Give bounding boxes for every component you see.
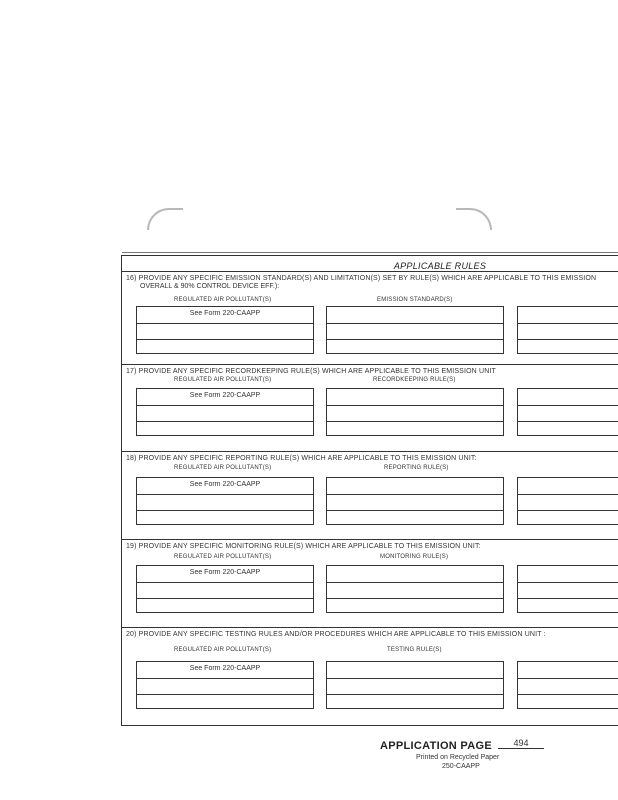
col-header-pollutant: REGULATED AIR POLLUTANT(S) [174,465,272,471]
pollutant-entry-box[interactable] [136,565,314,613]
col-header-rule: RECORDKEEPING RULE(S) [373,377,456,383]
col-header-rule: TESTING RULE(S) [387,647,442,653]
extra-entry-box[interactable] [517,661,618,709]
rule-entry-box[interactable] [326,661,504,709]
extra-entry-box[interactable] [517,565,618,613]
question-18: 18) PROVIDE ANY SPECIFIC REPORTING RULE(S) WHICH ARE APPLICABLE TO THIS EMISSION UNIT: [126,455,477,462]
section-title: APPLICABLE RULES [393,261,487,271]
rule-entry-box[interactable] [326,477,504,525]
application-page-label: APPLICATION PAGE [380,740,492,752]
pollutant-entry: See Form 220-CAAPP [189,310,261,317]
extra-entry-box[interactable] [517,477,618,525]
question-16: 16) PROVIDE ANY SPECIFIC EMISSION STANDARD(S) AND LIMITATION(S) SET BY RULE(S) WHICH ARE APPLICABLE TO THIS EMISSION [126,275,597,282]
question-17: 17) PROVIDE ANY SPECIFIC RECORDKEEPING RULE(S) WHICH ARE APPLICABLE TO THIS EMISSION UNIT [126,368,496,375]
section-18 [122,451,618,539]
col-header-rule: EMISSION STANDARD(S) [377,297,453,303]
section-19 [122,539,618,627]
applicable-rules-form [121,255,618,726]
section-17 [122,364,618,451]
pollutant-entry-box[interactable] [136,661,314,709]
col-header-pollutant: REGULATED AIR POLLUTANT(S) [174,554,272,560]
col-header-rule: MONITORING RULE(S) [380,554,449,560]
punch-hole-left [147,208,183,230]
pollutant-entry: See Form 220-CAAPP [189,665,261,672]
section-16 [122,271,618,364]
pollutant-entry-box[interactable] [136,477,314,525]
section-20 [122,627,618,727]
question-20: 20) PROVIDE ANY SPECIFIC TESTING RULES AND/OR PROCEDURES WHICH ARE APPLICABLE TO THIS EMISSION UNIT : [126,631,546,638]
col-header-rule: REPORTING RULE(S) [384,465,449,471]
recycled-paper-note: Printed on Recycled Paper [416,754,500,761]
pollutant-entry: See Form 220-CAAPP [189,392,261,399]
rule-entry-box[interactable] [326,565,504,613]
top-rule [122,252,618,253]
question-19: 19) PROVIDE ANY SPECIFIC MONITORING RULE(S) WHICH ARE APPLICABLE TO THIS EMISSION UNIT: [126,543,481,550]
pollutant-entry: See Form 220-CAAPP [189,569,261,576]
punch-hole-right [456,208,492,230]
pollutant-entry: See Form 220-CAAPP [189,481,261,488]
page-footer [380,738,529,770]
extra-entry-box[interactable] [517,388,618,436]
form-code: 250-CAAPP [442,763,480,770]
rule-entry-box[interactable] [326,388,504,436]
pollutant-entry-box[interactable] [136,306,314,354]
question-16-line2: OVERALL & 90% CONTROL DEVICE EFF.): [140,283,280,290]
rule-entry-box[interactable] [326,306,504,354]
extra-entry-box[interactable] [517,306,618,354]
col-header-pollutant: REGULATED AIR POLLUTANT(S) [174,377,272,383]
page-number: 494 [498,738,544,749]
col-header-pollutant: REGULATED AIR POLLUTANT(S) [174,647,272,653]
col-header-pollutant: REGULATED AIR POLLUTANT(S) [174,297,272,303]
pollutant-entry-box[interactable] [136,388,314,436]
